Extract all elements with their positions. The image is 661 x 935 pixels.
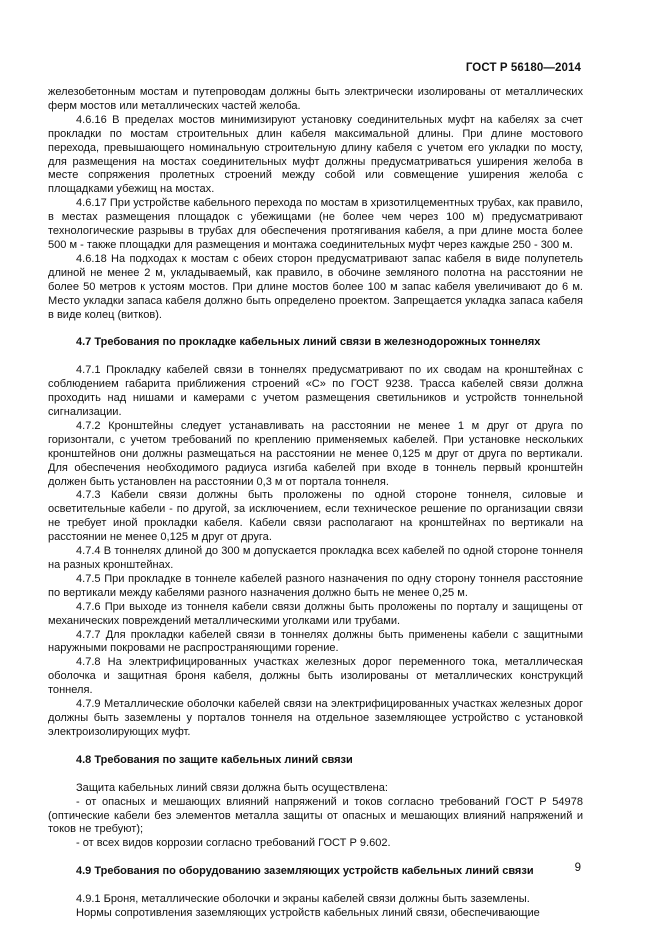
document-header: ГОСТ Р 56180—2014 (465, 62, 581, 74)
paragraph-4-7-6: 4.7.6 При выходе из тоннеля кабели связи должны быть проложены по порталу и защищены от механических повреждений металлическими уголками или трубами. (48, 600, 583, 627)
section-heading-4-8: 4.8 Требования по защите кабельных линий связи (76, 753, 353, 766)
section-heading-4-9: 4.9 Требования по оборудованию заземляющих устройств кабельных линий связи (76, 865, 534, 878)
page-number: 9 (574, 862, 581, 874)
paragraph-continuation: железобетонным мостам и путепроводам должны быть электрически изолированы от металлических ферм мостов или металлических частей желоба. (48, 86, 583, 112)
paragraph-4-8-item-2: - от всех видов коррозии согласно требований ГОСТ Р 9.602. (76, 837, 391, 850)
paragraph-4-8-intro: Защита кабельных линий связи должна быть осуществлена: (76, 781, 388, 794)
paragraph-4-7-7: 4.7.7 Для прокладки кабелей связи в тоннелях должны быть применены кабели с защитными наружными покровами не распространяющими горение. (48, 628, 583, 655)
paragraph-4-8-item-1: - от опасных и мешающих влияний напряжений и токов согласно требований ГОСТ Р 54978 (оптические кабели без элементов металла защиты от опасных и мешающих влияний напряжений и токов не требуют); (48, 795, 583, 836)
paragraph-4-7-2: 4.7.2 Кронштейны следует устанавливать на расстоянии не менее 1 м друг от друга по горизонтали, с учетом требований по креплению применяемых кабелей. При установке нескольких кронштейнов они должны размещаться на расстоянии не менее 0,125 м друг от друга по вертикали. Для обеспечения необходимого радиуса изгиба кабелей при входе в тоннель первый кронштейн должен быть установлен на расстоянии 0,3 м от портала тоннеля. (48, 419, 583, 488)
document-body (48, 86, 583, 921)
paragraph-4-6-18: 4.6.18 На подходах к мостам с обеих сторон предусматривают запас кабеля в виде полупетель длиной не менее 2 м, укладываемый, как правило, в обочине земляного полотна на расстоянии не более 50 метров к устоям мостов. При длине мостов более 100 м запас кабеля увеличивают до 6 м. Место укладки запаса кабеля должно быть определено проектом. Запрещается укладка запаса кабеля в виде колец (витков). (48, 252, 583, 321)
section-heading-4-7: 4.7 Требования по прокладке кабельных линий связи в железнодорожных тоннелях (76, 336, 541, 349)
paragraph-4-6-17: 4.6.17 При устройстве кабельного перехода по мостам в хризотилцементных трубах, как правило, в местах размещения площадок с убежищами (не более чем через 100 м) предусматривают технологические разрывы в трубах для обеспечения протягивания кабеля, а при длине моста более 500 м - также площадки для размещения и монтажа соединительных муфт через каждые 250 - 300 м. (48, 197, 583, 251)
paragraph-4-7-4: 4.7.4 В тоннелях длиной до 300 м допускается прокладка всех кабелей по одной стороне тоннеля на разных кронштейнах. (48, 545, 583, 571)
paragraph-4-9-1: 4.9.1 Броня, металлические оболочки и экраны кабелей связи должны быть заземлены. (76, 893, 530, 906)
paragraph-4-7-8: 4.7.8 На электрифицированных участках железных дорог переменного тока, металлическая оболочка и защитная броня кабеля, должны быть изолированы от металлических конструкций тоннеля. (48, 656, 583, 697)
paragraph-4-6-16: 4.6.16 В пределах мостов минимизируют установку соединительных муфт на кабелях за счет прокладки по мостам строительных длин кабеля максимальной длины. При длине мостового перехода, превышающего номинальную строительную длину кабеля с учетом его укладки по мосту, для размещения на мостах соединительных муфт должны предусматриваться уширения желоба в месте сопряжения пролетных строений между собой или совмещение уширения желоба с площадками убежищ на мостах. (48, 113, 583, 196)
paragraph-4-9-norms: Нормы сопротивления заземляющих устройств кабельных линий связи, обеспечивающие (76, 907, 540, 920)
paragraph-4-7-5: 4.7.5 При прокладке в тоннеле кабелей разного назначения по одну сторону тоннеля расстояние по вертикали между кабелями разного назначения должно быть не менее 0,25 м. (48, 572, 583, 599)
paragraph-4-7-1: 4.7.1 Прокладку кабелей связи в тоннелях предусматривают по их сводам на кронштейнах с соблюдением габарита приближения строений «С» по ГОСТ 9238. Трасса кабелей связи должна проходить над нишами и камерами с учетом размещения светильников и устройств тоннельной сигнализации. (48, 364, 583, 419)
paragraph-4-7-3: 4.7.3 Кабели связи должны быть проложены по одной стороне тоннеля, силовые и осветительные кабели - по другой, за исключением, если техническое решение по организации связи не требует иной прокладки кабеля. Кабели связи располагают на кронштейнах по вертикали на расстоянии не менее 0,125 м друг от друга. (48, 489, 583, 544)
paragraph-4-7-9: 4.7.9 Металлические оболочки кабелей связи на электрифицированных участках железных дорог должны быть заземлены у порталов тоннеля на отдельное заземляющее устройство с установкой электроизолирующих муфт. (48, 698, 583, 738)
